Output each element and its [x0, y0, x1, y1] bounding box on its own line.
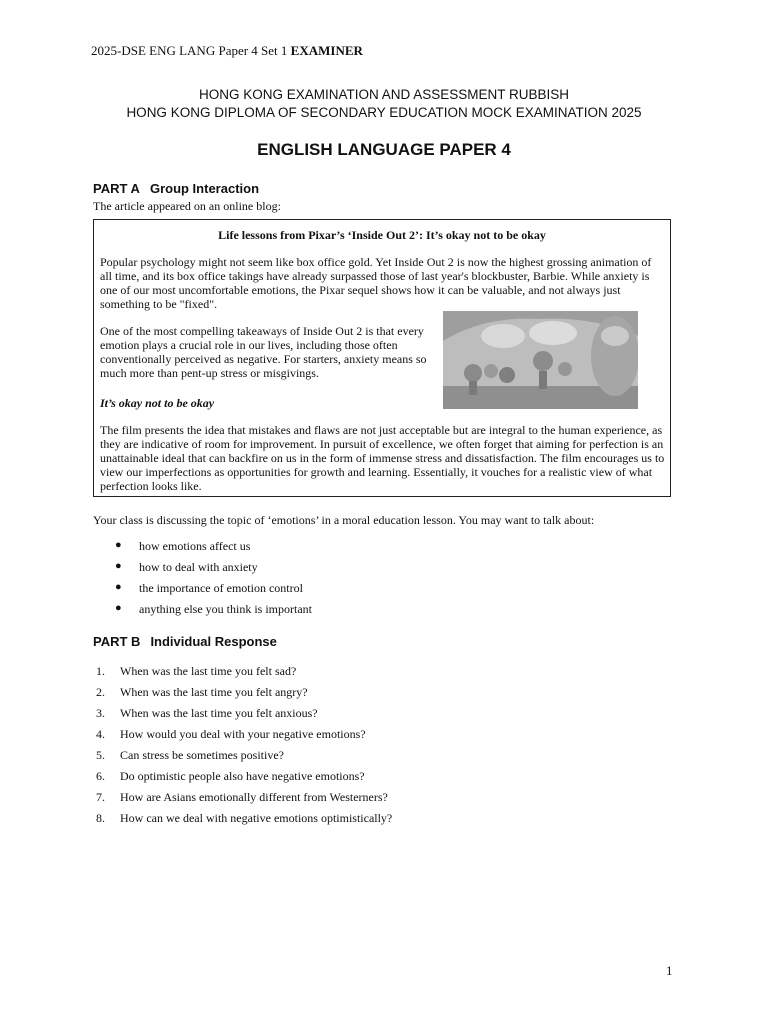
list-item: [96, 685, 392, 706]
bullet-icon: ●: [115, 539, 122, 551]
org-line-1: HONG KONG EXAMINATION AND ASSESSMENT RUBBISH: [198, 87, 570, 102]
article-title: Life lessons from Pixar’s ‘Inside Out 2’: It’s okay not to be okay: [218, 228, 546, 242]
part-a-name: Group Interaction: [149, 181, 260, 196]
question-number: 2.: [96, 685, 105, 699]
film-still-image: [443, 311, 638, 409]
part-b-heading: [93, 634, 277, 649]
question-text: When was the last time you felt anxious?: [120, 706, 318, 720]
list-item: [115, 560, 312, 581]
question-number: 1.: [96, 664, 105, 678]
question-text: Can stress be sometimes positive?: [120, 748, 284, 762]
article-box: [93, 219, 671, 497]
part-a-label: PART A: [93, 181, 140, 196]
bullet-text: how emotions affect us: [139, 539, 251, 553]
examiner-label: EXAMINER: [290, 43, 363, 58]
article-paragraph-2: One of the most compelling takeaways of Inside Out 2 is that every emotion plays a crucial role in our lives, including those often conventionally perceived as negative. For starters, anxiety means so much more than pent-up stress or misgivings.: [100, 324, 427, 380]
part-a-heading: [93, 181, 259, 196]
org-line-2: HONG KONG DIPLOMA OF SECONDARY EDUCATION MOCK EXAMINATION 2025: [126, 105, 642, 120]
page-header: [91, 43, 363, 59]
list-item: [96, 769, 392, 790]
question-text: How can we deal with negative emotions optimistically?: [120, 811, 393, 825]
question-text: When was the last time you felt sad?: [120, 664, 297, 678]
article-paragraph-3: The film presents the idea that mistakes and flaws are not just acceptable but are integral to the human experience, as they are indicative of room for improvement. In pursuit of excellence, we often forget that aiming for perfection is an unattainable ideal that can backfire on us in the form of immense stress and dissatisfaction. The film encourages us to view our imperfections as opportunities for growth and learning. Essentially, it vouches for a realistic view of what perfection looks like.: [100, 423, 665, 493]
article-subheading: It’s okay not to be okay: [100, 396, 215, 410]
question-number: 7.: [96, 790, 105, 804]
question-list: [96, 664, 392, 832]
list-item: [96, 748, 392, 769]
discussion-points: [115, 539, 312, 623]
list-item: [96, 727, 392, 748]
question-number: 4.: [96, 727, 105, 741]
exam-code: 2025-DSE ENG LANG Paper 4 Set 1: [91, 43, 288, 58]
question-text: How are Asians emotionally different from Westerners?: [120, 790, 388, 804]
part-b-name: Individual Response: [150, 634, 277, 649]
question-text: How would you deal with your negative emotions?: [120, 727, 366, 741]
question-number: 3.: [96, 706, 105, 720]
question-text: Do optimistic people also have negative emotions?: [120, 769, 365, 783]
discussion-prompt: Your class is discussing the topic of ‘emotions’ in a moral education lesson. You may want to talk about:: [93, 513, 595, 527]
bullet-text: how to deal with anxiety: [139, 560, 258, 574]
list-item: [96, 790, 392, 811]
list-item: [96, 811, 392, 832]
question-number: 5.: [96, 748, 105, 762]
question-text: When was the last time you felt angry?: [120, 685, 308, 699]
list-item: [115, 602, 312, 623]
list-item: [115, 539, 312, 560]
film-still-illustration: [443, 311, 638, 409]
article-paragraph-1: Popular psychology might not seem like box office gold. Yet Inside Out 2 is now the highest grossing animation of all time, and its box office takings have already surpassed those of last year's blockbuster, Barbie. While anxiety is one of our most uncomfortable emotions, the Pixar sequel shows how it can be valuable, and not always just something to be "fixed".: [100, 255, 652, 311]
bullet-text: the importance of emotion control: [139, 581, 303, 595]
question-number: 8.: [96, 811, 105, 825]
part-b-label: PART B: [93, 634, 141, 649]
bullet-icon: ●: [115, 602, 122, 614]
list-item: [96, 664, 392, 685]
question-number: 6.: [96, 769, 105, 783]
page-number: 1: [666, 963, 673, 978]
bullet-icon: ●: [115, 581, 122, 593]
bullet-text: anything else you think is important: [139, 602, 312, 616]
paper-title: ENGLISH LANGUAGE PAPER 4: [257, 140, 511, 159]
article-intro: The article appeared on an online blog:: [93, 199, 281, 213]
list-item: [96, 706, 392, 727]
list-item: [115, 581, 312, 602]
bullet-icon: ●: [115, 560, 122, 572]
